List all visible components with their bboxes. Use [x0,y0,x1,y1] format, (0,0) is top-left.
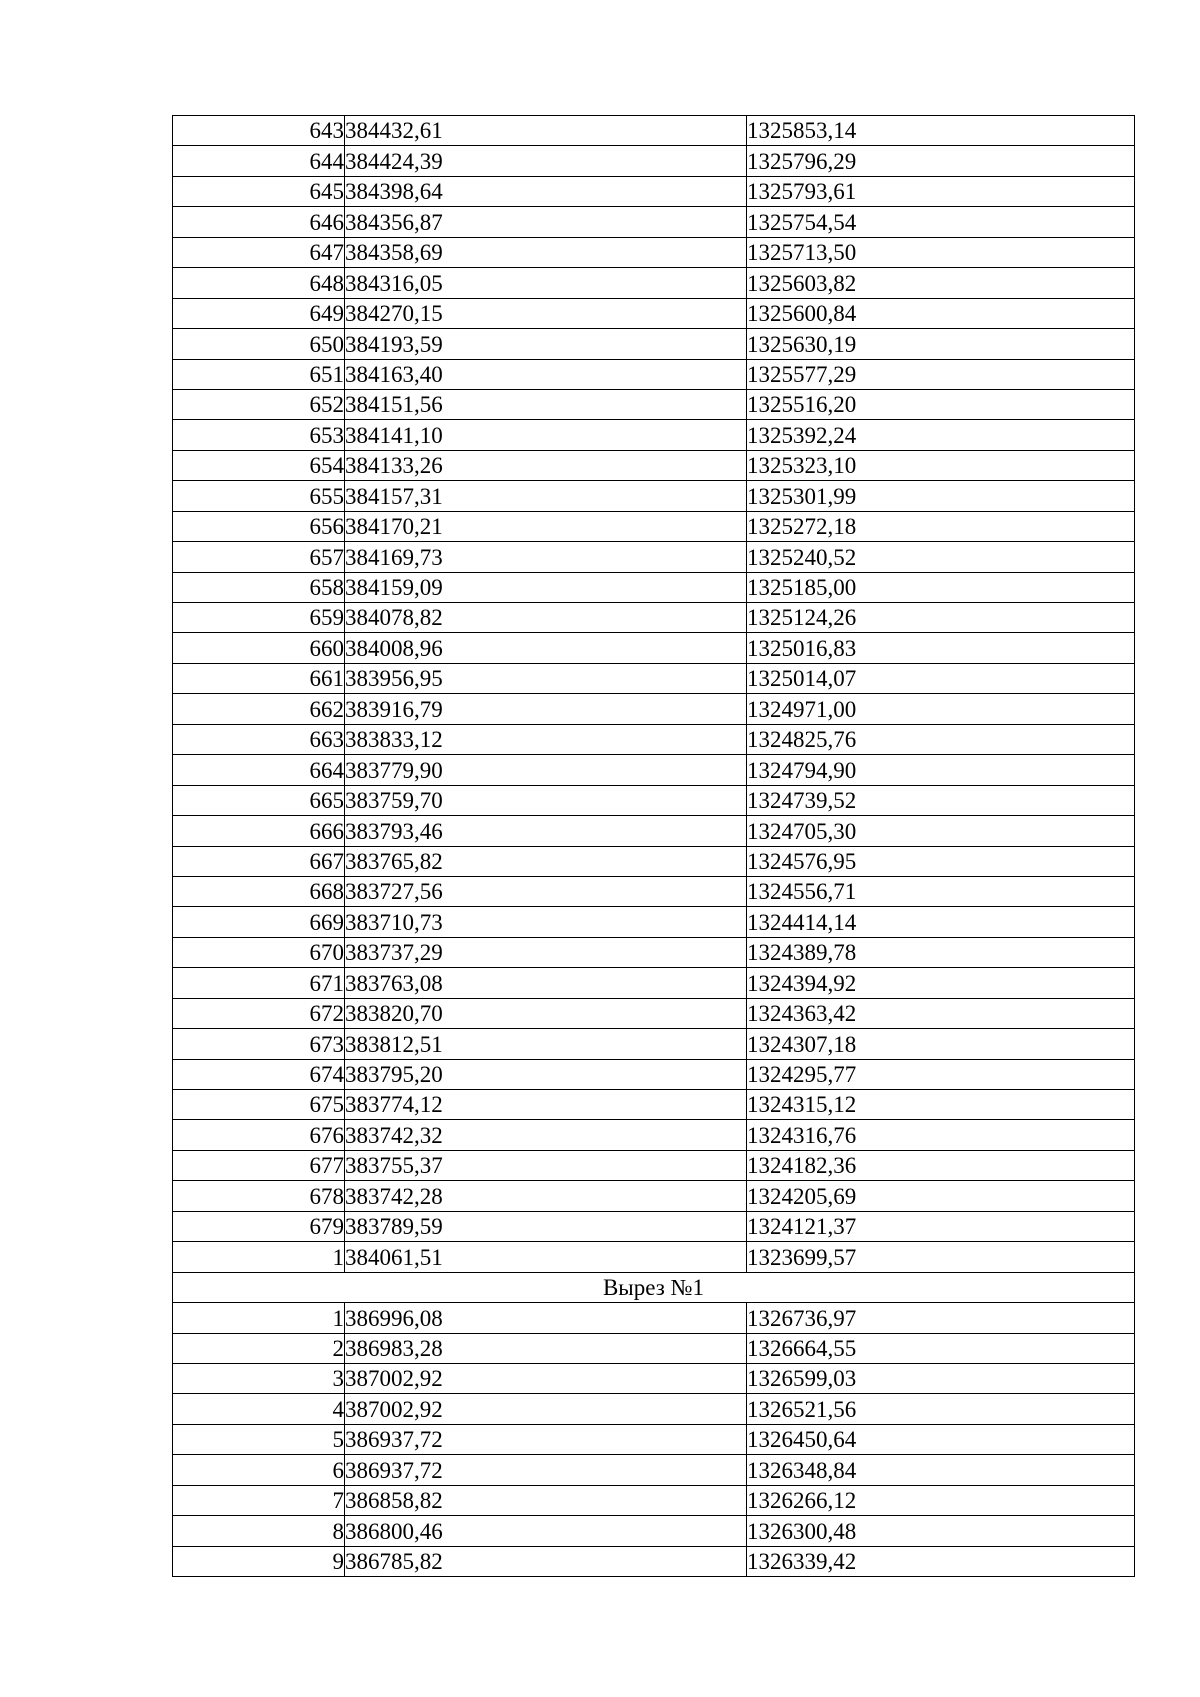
point-number-cell: 7 [173,1485,345,1515]
x-coordinate-cell: 384151,56 [345,389,747,419]
x-coordinate-cell: 384141,10 [345,420,747,450]
x-coordinate-cell: 383793,46 [345,816,747,846]
x-coordinate-cell: 383833,12 [345,724,747,754]
x-coordinate-cell: 384270,15 [345,298,747,328]
y-coordinate-cell: 1325793,61 [747,176,1135,206]
table-row [173,1394,1135,1424]
table-row [173,724,1135,754]
y-coordinate-cell: 1324316,76 [747,1120,1135,1150]
table-row [173,998,1135,1028]
x-coordinate-cell: 383916,79 [345,694,747,724]
x-coordinate-cell: 383742,28 [345,1181,747,1211]
x-coordinate-cell: 384432,61 [345,116,747,146]
x-coordinate-cell: 384008,96 [345,633,747,663]
y-coordinate-cell: 1325185,00 [747,572,1135,602]
x-coordinate-cell: 384078,82 [345,603,747,633]
x-coordinate-cell: 383765,82 [345,846,747,876]
y-coordinate-cell: 1325630,19 [747,329,1135,359]
point-number-cell: 8 [173,1516,345,1546]
point-number-cell: 2 [173,1333,345,1363]
y-coordinate-cell: 1326266,12 [747,1485,1135,1515]
table-row [173,572,1135,602]
table-row [173,1546,1135,1576]
table-row [173,389,1135,419]
point-number-cell: 3 [173,1363,345,1393]
y-coordinate-cell: 1325516,20 [747,389,1135,419]
y-coordinate-cell: 1325124,26 [747,603,1135,633]
point-number-cell: 679 [173,1211,345,1241]
table-row [173,237,1135,267]
section-title: Вырез №1 [173,1272,1135,1302]
x-coordinate-cell: 383779,90 [345,755,747,785]
table-row [173,1424,1135,1454]
x-coordinate-cell: 383774,12 [345,1090,747,1120]
table-row [173,876,1135,906]
x-coordinate-cell: 383737,29 [345,937,747,967]
y-coordinate-cell: 1324739,52 [747,785,1135,815]
y-coordinate-cell: 1325713,50 [747,237,1135,267]
point-number-cell: 664 [173,755,345,785]
table-row [173,176,1135,206]
point-number-cell: 643 [173,116,345,146]
y-coordinate-cell: 1325014,07 [747,663,1135,693]
y-coordinate-cell: 1326736,97 [747,1303,1135,1333]
y-coordinate-cell: 1324389,78 [747,937,1135,967]
section-row [173,1272,1135,1302]
x-coordinate-cell: 384316,05 [345,268,747,298]
point-number-cell: 650 [173,329,345,359]
table-row [173,1120,1135,1150]
table-row [173,146,1135,176]
x-coordinate-cell: 386785,82 [345,1546,747,1576]
x-coordinate-cell: 383742,32 [345,1120,747,1150]
y-coordinate-cell: 1324121,37 [747,1211,1135,1241]
table-row [173,968,1135,998]
x-coordinate-cell: 384163,40 [345,359,747,389]
table-row [173,511,1135,541]
table-row [173,359,1135,389]
x-coordinate-cell: 386858,82 [345,1485,747,1515]
x-coordinate-cell: 384398,64 [345,176,747,206]
x-coordinate-cell: 384169,73 [345,542,747,572]
x-coordinate-cell: 387002,92 [345,1394,747,1424]
y-coordinate-cell: 1325240,52 [747,542,1135,572]
point-number-cell: 659 [173,603,345,633]
y-coordinate-cell: 1325853,14 [747,116,1135,146]
point-number-cell: 649 [173,298,345,328]
x-coordinate-cell: 383755,37 [345,1150,747,1180]
point-number-cell: 661 [173,663,345,693]
point-number-cell: 644 [173,146,345,176]
table-row [173,116,1135,146]
x-coordinate-cell: 386937,72 [345,1424,747,1454]
table-row [173,1211,1135,1241]
table-row [173,846,1135,876]
point-number-cell: 1 [173,1242,345,1272]
x-coordinate-cell: 387002,92 [345,1363,747,1393]
y-coordinate-cell: 1324556,71 [747,876,1135,906]
x-coordinate-cell: 384193,59 [345,329,747,359]
y-coordinate-cell: 1326339,42 [747,1546,1135,1576]
point-number-cell: 655 [173,481,345,511]
point-number-cell: 667 [173,846,345,876]
y-coordinate-cell: 1325272,18 [747,511,1135,541]
table-row [173,450,1135,480]
x-coordinate-cell: 384170,21 [345,511,747,541]
y-coordinate-cell: 1324295,77 [747,1059,1135,1089]
y-coordinate-cell: 1324315,12 [747,1090,1135,1120]
y-coordinate-cell: 1324394,92 [747,968,1135,998]
point-number-cell: 646 [173,207,345,237]
point-number-cell: 660 [173,633,345,663]
point-number-cell: 647 [173,237,345,267]
table-row [173,481,1135,511]
y-coordinate-cell: 1325392,24 [747,420,1135,450]
y-coordinate-cell: 1324794,90 [747,755,1135,785]
table-row [173,907,1135,937]
x-coordinate-cell: 384356,87 [345,207,747,237]
point-number-cell: 675 [173,1090,345,1120]
y-coordinate-cell: 1325603,82 [747,268,1135,298]
x-coordinate-cell: 383820,70 [345,998,747,1028]
table-row [173,937,1135,967]
table-row [173,298,1135,328]
table-row [173,633,1135,663]
x-coordinate-cell: 383795,20 [345,1059,747,1089]
y-coordinate-cell: 1324576,95 [747,846,1135,876]
point-number-cell: 5 [173,1424,345,1454]
x-coordinate-cell: 383956,95 [345,663,747,693]
y-coordinate-cell: 1324705,30 [747,816,1135,846]
point-number-cell: 657 [173,542,345,572]
point-number-cell: 658 [173,572,345,602]
table-row [173,1303,1135,1333]
y-coordinate-cell: 1324205,69 [747,1181,1135,1211]
point-number-cell: 645 [173,176,345,206]
y-coordinate-cell: 1326300,48 [747,1516,1135,1546]
point-number-cell: 670 [173,937,345,967]
point-number-cell: 651 [173,359,345,389]
x-coordinate-cell: 383812,51 [345,1029,747,1059]
x-coordinate-cell: 384159,09 [345,572,747,602]
table-row [173,694,1135,724]
table-row [173,1090,1135,1120]
table-row [173,816,1135,846]
x-coordinate-cell: 383759,70 [345,785,747,815]
y-coordinate-cell: 1324414,14 [747,907,1135,937]
point-number-cell: 653 [173,420,345,450]
y-coordinate-cell: 1324825,76 [747,724,1135,754]
y-coordinate-cell: 1325577,29 [747,359,1135,389]
point-number-cell: 673 [173,1029,345,1059]
table-row [173,1029,1135,1059]
table-row [173,1333,1135,1363]
table-row [173,207,1135,237]
y-coordinate-cell: 1323699,57 [747,1242,1135,1272]
table-row [173,755,1135,785]
point-number-cell: 648 [173,268,345,298]
x-coordinate-cell: 383789,59 [345,1211,747,1241]
point-number-cell: 9 [173,1546,345,1576]
point-number-cell: 671 [173,968,345,998]
table-row [173,420,1135,450]
point-number-cell: 662 [173,694,345,724]
y-coordinate-cell: 1326521,56 [747,1394,1135,1424]
y-coordinate-cell: 1324971,00 [747,694,1135,724]
table-row [173,1485,1135,1515]
table-row [173,1181,1135,1211]
x-coordinate-cell: 384424,39 [345,146,747,176]
y-coordinate-cell: 1325301,99 [747,481,1135,511]
y-coordinate-cell: 1324182,36 [747,1150,1135,1180]
y-coordinate-cell: 1325323,10 [747,450,1135,480]
point-number-cell: 663 [173,724,345,754]
y-coordinate-cell: 1325600,84 [747,298,1135,328]
table-row [173,1455,1135,1485]
point-number-cell: 672 [173,998,345,1028]
x-coordinate-cell: 383727,56 [345,876,747,906]
y-coordinate-cell: 1325796,29 [747,146,1135,176]
x-coordinate-cell: 384157,31 [345,481,747,511]
point-number-cell: 668 [173,876,345,906]
table-row [173,1059,1135,1089]
point-number-cell: 1 [173,1303,345,1333]
point-number-cell: 6 [173,1455,345,1485]
table-row [173,1242,1135,1272]
table-row [173,268,1135,298]
x-coordinate-cell: 386800,46 [345,1516,747,1546]
point-number-cell: 674 [173,1059,345,1089]
x-coordinate-cell: 383763,08 [345,968,747,998]
point-number-cell: 4 [173,1394,345,1424]
y-coordinate-cell: 1325016,83 [747,633,1135,663]
y-coordinate-cell: 1325754,54 [747,207,1135,237]
x-coordinate-cell: 386937,72 [345,1455,747,1485]
point-number-cell: 678 [173,1181,345,1211]
point-number-cell: 676 [173,1120,345,1150]
point-number-cell: 677 [173,1150,345,1180]
point-number-cell: 669 [173,907,345,937]
table-row [173,542,1135,572]
x-coordinate-cell: 386996,08 [345,1303,747,1333]
table-row [173,785,1135,815]
table-row [173,1363,1135,1393]
table-row [173,1516,1135,1546]
x-coordinate-cell: 384061,51 [345,1242,747,1272]
table-row [173,663,1135,693]
table-row [173,603,1135,633]
y-coordinate-cell: 1326348,84 [747,1455,1135,1485]
table-row [173,1150,1135,1180]
point-number-cell: 656 [173,511,345,541]
point-number-cell: 666 [173,816,345,846]
point-number-cell: 652 [173,389,345,419]
x-coordinate-cell: 384133,26 [345,450,747,480]
x-coordinate-cell: 384358,69 [345,237,747,267]
y-coordinate-cell: 1326599,03 [747,1363,1135,1393]
y-coordinate-cell: 1326664,55 [747,1333,1135,1363]
y-coordinate-cell: 1326450,64 [747,1424,1135,1454]
point-number-cell: 654 [173,450,345,480]
x-coordinate-cell: 383710,73 [345,907,747,937]
coordinates-table-body [173,116,1135,1577]
x-coordinate-cell: 386983,28 [345,1333,747,1363]
y-coordinate-cell: 1324307,18 [747,1029,1135,1059]
coordinates-table [172,115,1135,1577]
y-coordinate-cell: 1324363,42 [747,998,1135,1028]
point-number-cell: 665 [173,785,345,815]
table-row [173,329,1135,359]
